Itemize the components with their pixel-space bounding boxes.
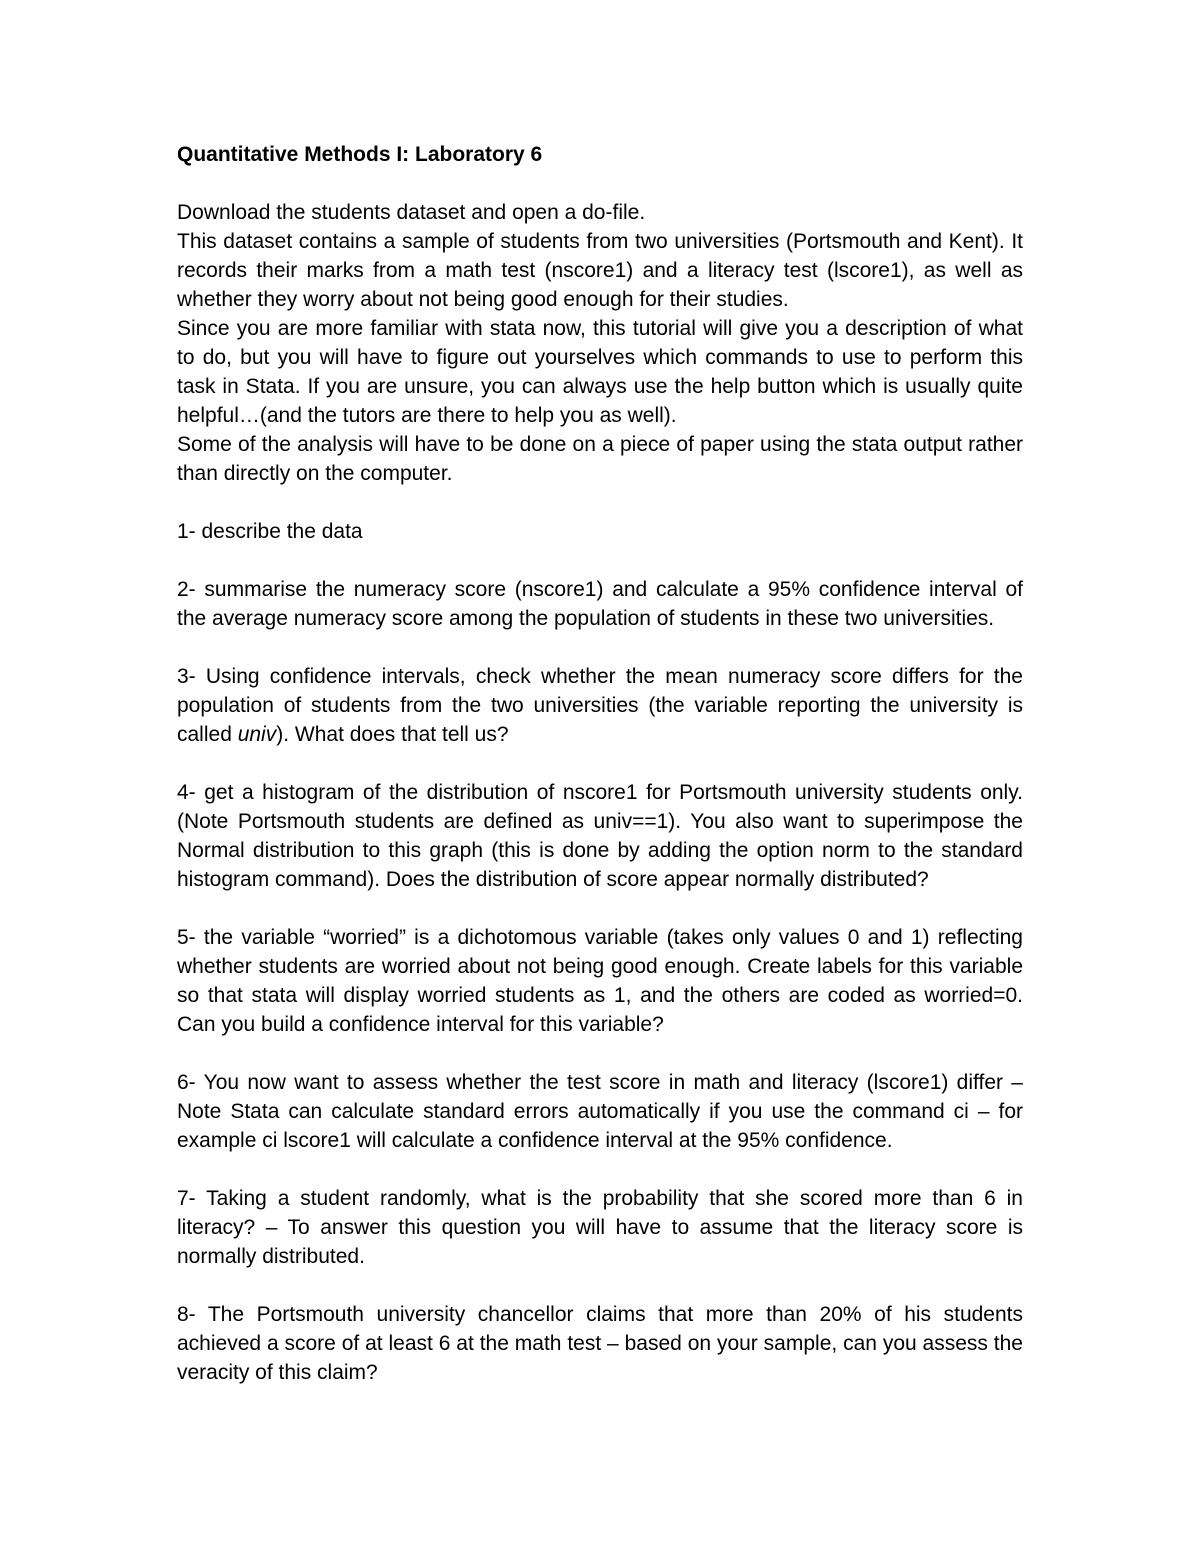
document-page xyxy=(177,140,1023,1387)
question-5: 5- the variable “worried” is a dichotomous variable (takes only values 0 and 1) reflecting whether students are worried about not being good enough. Create labels for this variable so that stata will display worried students as 1, and the others are coded as worried=0. Can you build a confidence interval for this variable? xyxy=(177,926,1023,1036)
intro-paragraph-download: Download the students dataset and open a do-file. xyxy=(177,201,646,224)
document-title: Quantitative Methods I: Laboratory 6 xyxy=(177,143,543,166)
question-3 xyxy=(177,662,1023,749)
question-3-text-before: 3- Using confidence intervals, check whether the mean numeracy score differs for the population of students from the two universities (the variable reporting the university is called xyxy=(177,665,1023,746)
question-4: 4- get a histogram of the distribution of nscore1 for Portsmouth university students only. (Note Portsmouth students are defined as univ==1). You also want to superimpose the Normal distribution to this graph (this is done by adding the option norm to the standard histogram command). Does the distribution of score appear normally distributed? xyxy=(177,781,1023,891)
intro-section xyxy=(177,198,1023,488)
question-3-variable: univ xyxy=(237,723,277,746)
question-6: 6- You now want to assess whether the test score in math and literacy (lscore1) differ – Note Stata can calculate standard errors automatically if you use the command ci – for example ci lscore1 will calculate a confidence interval at the 95% confidence. xyxy=(177,1071,1023,1152)
intro-paragraph-familiar: Since you are more familiar with stata now, this tutorial will give you a description of what to do, but you will have to figure out yourselves which commands to use to perform this task in Stata. If you are unsure, you can always use the help button which is usually quite helpful…(and the tutors are there to help you as well). xyxy=(177,317,1023,427)
intro-paragraph-analysis: Some of the analysis will have to be done on a piece of paper using the stata output rather than directly on the computer. xyxy=(177,433,1023,485)
question-7: 7- Taking a student randomly, what is the probability that she scored more than 6 in literacy? – To answer this question you will have to assume that the literacy score is normally distributed. xyxy=(177,1187,1023,1268)
question-2: 2- summarise the numeracy score (nscore1) and calculate a 95% confidence interval of the average numeracy score among the population of students in these two universities. xyxy=(177,578,1023,630)
question-8: 8- The Portsmouth university chancellor claims that more than 20% of his students achieved a score of at least 6 at the math test – based on your sample, can you assess the veracity of this claim? xyxy=(177,1303,1023,1384)
question-3-text-after: ). What does that tell us? xyxy=(276,723,509,746)
intro-paragraph-dataset: This dataset contains a sample of students from two universities (Portsmouth and Kent). It records their marks from a math test (nscore1) and a literacy test (lscore1), as well as whether they worry about not being good enough for their studies. xyxy=(177,230,1023,311)
question-1: 1- describe the data xyxy=(177,520,363,543)
